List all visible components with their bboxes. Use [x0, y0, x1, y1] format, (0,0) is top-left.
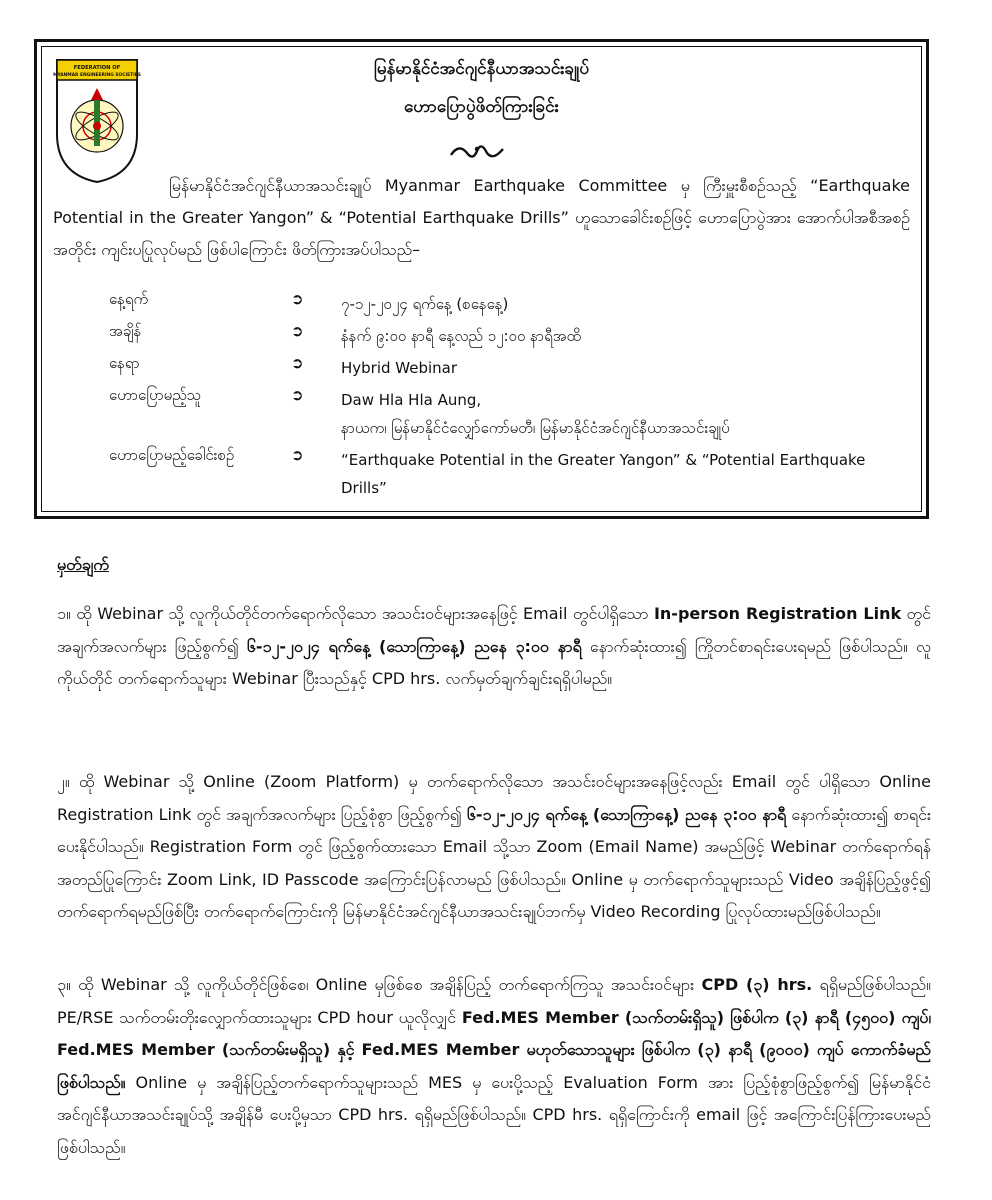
detail-label: ဟောပြောမည့်ခေါင်းစဉ် — [109, 446, 235, 464]
note-bold: Fed.MES Member (သက်တမ်းရှိသူ) ဖြစ်ပါက (၃) နာရီ (၄၅၀၀) ကျပ်၊ Fed.MES Member (သက်တမ်းမရှိသူ) နှင့် Fed.MES Member မဟုတ်သောသူများ ဖြစ်ပါက (၃) နာရီ (၉၀၀၀) ကျပ် ကောက်ခံမည်ဖြစ်ပါသည်။ — [57, 1007, 932, 1092]
note-bold: ၆-၁၂-၂၀၂၄ ရက်နေ့ (သောကြာနေ့) ညနေ ၃:၀၀ နာရီ — [246, 636, 582, 656]
detail-value: Hybrid Webinar — [341, 359, 458, 377]
detail-value: “Earthquake Potential in the Greater Yangon” & “Potential Earthquake Drills” — [341, 451, 866, 497]
detail-label: နေရာ — [109, 354, 140, 372]
note-text: နောက်ဆုံးထား၍ စာရင်းပေးနိုင်ပါသည်။ Registration Form တွင် ဖြည့်စွက်ထားသော Email သို့သာ Zoom (Email Name) အမည်ဖြင့် Webinar တက်ရောက်ရန် အတည်ပြုကြောင်း Zoom Link, ID Passcode အကြောင်းပြန်လာမည် ဖြစ်ပါသည်။ Online မှ တက်ရောက်သူများသည် Video အချိန်ပြည့်ဖွင့်၍ တက်ရောက်ရမည်ဖြစ်ပြီး တက်ရောက်ကြောင်းကို မြန်မာနိုင်ငံအင်ဂျင်နီယာအသင်းချုပ်ဘက်မှ Video Recording ပြုလုပ်ထားမည်ဖြစ်ပါသည်။ — [57, 804, 932, 922]
detail-value: ၇-၁၂-၂၀၂၄ ရက်နေ့ (စနေနေ့) — [341, 295, 509, 313]
note-text: Online မှ အချိန်ပြည့်တက်ရောက်သူများသည် MES မှ ပေးပို့သည့် Evaluation Form အား ပြည့်စုံစွာဖြည့်စွက်၍ မြန်မာနိုင်ငံအင်ဂျင်နီယာအသင်းချုပ်သို့ အချိန်မီ ပေးပို့မှသာ CPD hrs. ရရှိမည်ဖြစ်ပါသည်။ CPD hrs. ရရှိကြောင်းကို email ဖြင့် အကြောင်းပြန်ကြားပေးမည် ဖြစ်ပါသည်။ — [57, 1072, 931, 1157]
note-text: ရရှိမည်ဖြစ်ပါသည်။ PE/RSE သက်တမ်းတိုးလျှောက်ထားသူများ CPD hour ယူလိုလျှင် — [57, 975, 931, 1027]
announcement-box — [34, 39, 929, 519]
invitation-title: ဟောပြောပွဲဖိတ်ကြားခြင်း — [404, 97, 559, 117]
arrow-icon: ➲ — [291, 322, 304, 340]
detail-label: ဟောပြောမည့်သူ — [109, 386, 202, 404]
note-text: နောက်ဆုံးထား၍ ကြိုတင်စာရင်းပေးရမည် ဖြစ်ပါသည်။ လူကိုယ်တိုင် တက်ရောက်သူများ Webinar ပြီးသည်နှင့် CPD hrs. လက်မှတ်ချက်ချင်းရရှိပါမည်။ — [57, 636, 932, 689]
arrow-icon: ➲ — [291, 354, 304, 372]
svg-text:FEDERATION OF: FEDERATION OF — [73, 65, 121, 71]
svg-text:MYANMAR ENGINEERING SOCIETIES: MYANMAR ENGINEERING SOCIETIES — [53, 73, 141, 78]
detail-label: နေ့ရက် — [109, 290, 149, 308]
intro-text: မြန်မာနိုင်ငံအင်ဂျင်နီယာအသင်းချုပ် Myanmar Earthquake Committee မှ ကြီးမှူးစီစဉ်သည့် “Earthquake Potential in the Greater Yangon” & “Potential Earthquake Drills” ဟူသောခေါင်းစဉ်ဖြင့် ဟောပြောပွဲအား အောက်ပါအစီအစဉ်အတိုင်း ကျင်းပပြုလုပ်မည် ဖြစ်ပါကြောင်း ဖိတ်ကြားအပ်ပါသည်– — [53, 176, 910, 259]
note-paragraph-1 — [57, 598, 931, 696]
detail-label: အချိန် — [109, 322, 142, 340]
note-bold: CPD (၃) hrs. — [701, 975, 813, 994]
note-text: ၂။ ထို Webinar သို့ Online (Zoom Platform) မှ တက်ရောက်လိုသော အသင်းဝင်များအနေဖြင့်လည်း Email တွင် ပါရှိသော Online Registration Link တွင် အချက်အလက်များ ပြည့်စုံစွာ ဖြည့်စွက်၍ — [57, 772, 931, 824]
note-text: တွင် အချက်အလက်များ ဖြည့်စွက်၍ — [57, 604, 931, 656]
arrow-icon: ➲ — [291, 290, 304, 308]
note-bold: In-person Registration Link — [653, 604, 902, 623]
org-title: မြန်မာနိုင်ငံအင်ဂျင်နီယာအသင်းချုပ် — [373, 59, 590, 79]
detail-value: Daw Hla Hla Aung, — [341, 391, 482, 409]
intro-paragraph — [53, 170, 910, 266]
detail-value: နာယက၊ မြန်မာနိုင်ငံလျှော်ကော်မတီ၊ မြန်မာနိုင်ငံအင်ဂျင်နီယာအသင်းချုပ် — [341, 419, 730, 437]
detail-value: နံနက် ၉:၀၀ နာရီ နေ့လည် ၁၂:၀၀ နာရီအထိ — [341, 327, 581, 345]
note-paragraph-2 — [57, 766, 931, 929]
note-bold: ၆-၁၂-၂၀၂၄ ရက်နေ့ (သောကြာနေ့) ညနေ ၃:၀၀ နာရီ — [466, 804, 787, 824]
note-paragraph-3 — [57, 969, 931, 1165]
arrow-icon: ➲ — [291, 386, 304, 404]
flourish-icon — [447, 139, 507, 163]
notes-heading: မှတ်ချက် — [57, 555, 109, 574]
arrow-icon: ➲ — [291, 446, 304, 464]
note-text: ၁။ ထို Webinar သို့ လူကိုယ်တိုင်တက်ရောက်လိုသော အသင်းဝင်များအနေဖြင့် Email တွင်ပါရှိသော — [57, 604, 654, 623]
note-text: ၃။ ထို Webinar သို့ လူကိုယ်တိုင်ဖြစ်စေ၊ Online မှဖြစ်စေ အချိန်ပြည့် တက်ရောက်ကြသူ အသင်းဝင်များ — [57, 975, 702, 994]
